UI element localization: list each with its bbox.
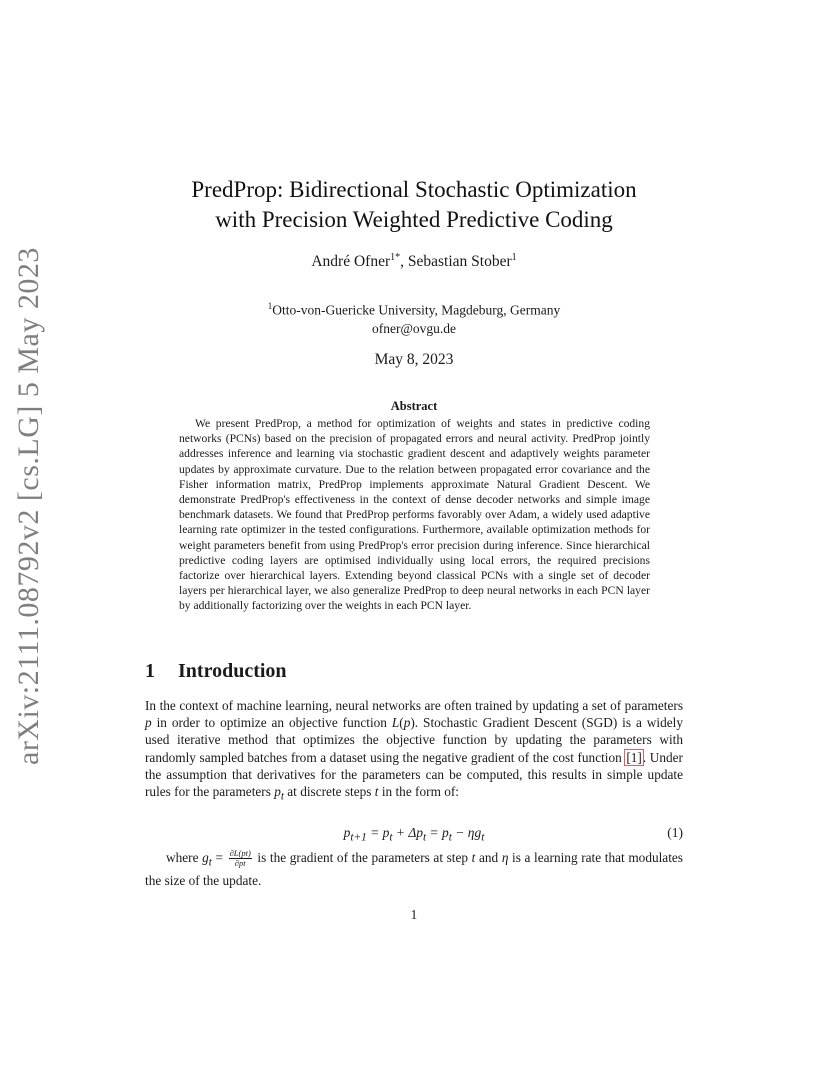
math-variable: η <box>501 850 509 865</box>
abstract-text: We present PredProp, a method for optimization of weights and states in predictive coding networks (PCNs) based on the precision of propagated errors and neural activity. PredProp jointly addresses inference and learning via stochastic gradient descent and adaptively weights parameter updates by approximate curvature. Due to the relation between propagated error covariance and the Fisher information matrix, PredProp implements approximate Natural Gradient Descent. We demonstrate PredProp's effectiveness in the context of dense decoder networks and simple image benchmark datasets. We found that PredProp performs favorably over Adam, a widely used adaptive learning rate optimizer in the tested configurations. Furthermore, available optimization methods for weight parameters benefit from using PredProp's error precision during inference. Since hierarchical predictive coding layers are optimised individually using local errors, the required precisions factorize over hierarchical layers. Extending beyond classical PCNs with a single set of decoder layers per hierarchical layer, we also generalize PredProp to deep neural networks in each PCN layer by additionally factorizing over the weights in each PCN layer. <box>179 417 650 613</box>
intro-text: in order to optimize an objective function <box>151 715 392 731</box>
citation-link[interactable]: [1] <box>626 749 642 765</box>
equation-explanation <box>145 849 683 889</box>
title-line-2: with Precision Weighted Predictive Coding <box>215 207 613 232</box>
math-variable: p <box>145 715 152 731</box>
math-subscript: t <box>208 856 212 869</box>
equation-expression: $p_{t+1} = p_t + \Delta p_t = p_t - \eta g_t$ <box>343 825 485 844</box>
explanation-text: where <box>166 850 203 865</box>
explanation-text: = <box>211 850 227 865</box>
math-variable: t <box>374 784 379 800</box>
fraction-numerator: ∂L(pt) <box>229 848 251 859</box>
intro-text: ( <box>399 715 404 731</box>
title-line-1: PredProp: Bidirectional Stochastic Optimization <box>191 177 637 202</box>
explanation-text: and <box>475 850 502 865</box>
paper-title <box>140 175 688 235</box>
author-name: Sebastian Stober <box>407 253 512 271</box>
arxiv-identifier-stamp: arXiv:2111.08792v2 [cs.LG] 5 May 2023 <box>12 247 45 765</box>
page-number: 1 <box>410 907 418 922</box>
explanation-text: is the gradient of the parameters at step <box>253 850 472 865</box>
intro-text: . Under the assumption that derivatives for the parameters can be computed, this results in simple update rules for the parameters <box>145 749 683 800</box>
author-separator: , <box>400 253 408 271</box>
publication-date: May 8, 2023 <box>374 351 454 368</box>
affiliation-mark: 1 <box>267 301 273 311</box>
abstract-heading: Abstract <box>390 399 438 413</box>
section-heading <box>145 660 287 683</box>
author-name: André Ofner <box>311 253 391 271</box>
intro-text: in the form of: <box>378 784 460 800</box>
intro-text: In the context of machine learning, neural networks are often trained by updating a set of parameters <box>145 698 683 713</box>
math-variable: p <box>403 715 411 731</box>
math-variable: g <box>202 850 209 865</box>
intro-paragraph <box>145 697 683 806</box>
affiliation-line <box>140 297 688 320</box>
equation-number: (1) <box>667 825 683 840</box>
author-affiliation-mark: 1 <box>511 252 517 263</box>
math-subscript: t <box>280 790 284 803</box>
affiliation-institution: Otto-von-Guericke University, Magdeburg, Germany <box>272 302 561 318</box>
intro-text: at discrete steps <box>283 784 375 800</box>
math-variable: p <box>274 784 281 800</box>
section-title: Introduction <box>178 660 287 682</box>
gradient-fraction <box>229 849 252 868</box>
intro-text: ). Stochastic Gradient Descent (SGD) is a widely used iterative method that optimizes the objective function by updating the parameters with randomly sampled batches from a dataset using the negative gradient of the cost function <box>145 715 683 765</box>
author-list <box>140 252 688 271</box>
math-function: L <box>391 715 400 731</box>
explanation-text: is a learning rate that modulates the size of the update. <box>145 850 683 888</box>
section-number: 1 <box>145 660 155 682</box>
contact-email: ofner@ovgu.de <box>371 320 457 336</box>
author-affiliation-mark: 1* <box>390 252 401 263</box>
math-variable: t <box>471 850 476 865</box>
fraction-denominator: ∂pt <box>234 858 246 869</box>
affiliation-block <box>140 297 688 338</box>
